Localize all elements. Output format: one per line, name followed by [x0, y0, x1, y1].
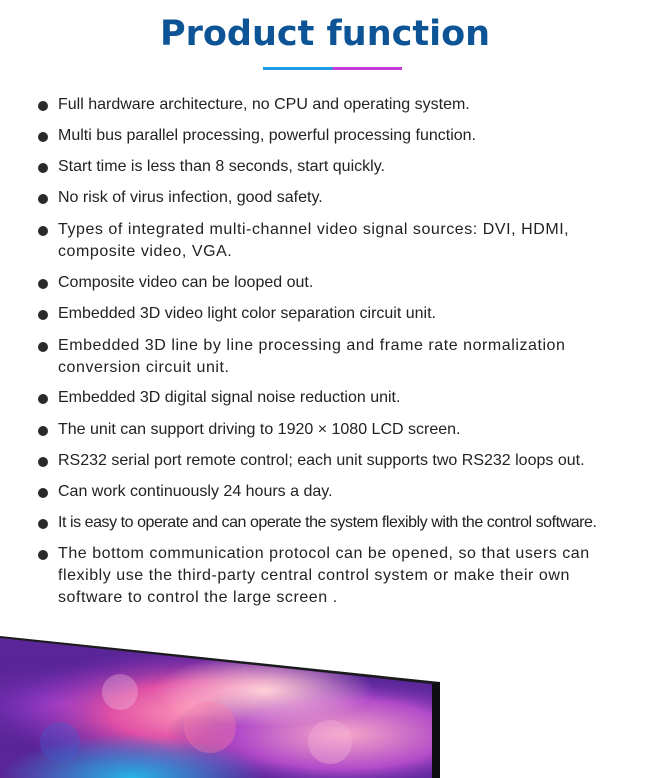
bullet-icon — [38, 163, 48, 173]
feature-text: Embedded 3D line by line processing and frame rate normalization conversion circuit unit. — [58, 337, 566, 376]
feature-text: Start time is less than 8 seconds, start quickly. — [58, 158, 385, 175]
bullet-icon — [38, 132, 48, 142]
list-item — [36, 543, 620, 609]
bullet-icon — [38, 226, 48, 236]
lcd-screen-image — [0, 632, 650, 778]
feature-text: Embedded 3D digital signal noise reduction unit. — [58, 389, 401, 406]
feature-text: RS232 serial port remote control; each unit supports two RS232 loops out. — [58, 452, 585, 469]
bullet-icon — [38, 342, 48, 352]
list-item — [36, 481, 620, 503]
title-underline — [263, 67, 402, 70]
feature-text: Composite video can be looped out. — [58, 274, 314, 291]
feature-text: It is easy to operate and can operate the system flexibly with the control software. — [58, 514, 597, 531]
list-item — [36, 387, 620, 409]
list-item — [36, 272, 620, 294]
feature-text: The unit can support driving to 1920 × 1080 LCD screen. — [58, 421, 461, 438]
bullet-icon — [38, 310, 48, 320]
page-title: Product function — [159, 14, 491, 54]
bullet-icon — [38, 519, 48, 529]
bullet-icon — [38, 457, 48, 467]
list-item — [36, 156, 620, 178]
feature-text: No risk of virus infection, good safety. — [58, 189, 323, 206]
bullet-icon — [38, 550, 48, 560]
bullet-icon — [38, 426, 48, 436]
bullet-icon — [38, 279, 48, 289]
bullet-icon — [38, 194, 48, 204]
bullet-icon — [38, 101, 48, 111]
list-item — [36, 335, 620, 379]
list-item — [36, 94, 620, 116]
feature-text: Embedded 3D video light color separation circuit unit. — [58, 305, 436, 322]
list-item — [36, 303, 620, 325]
list-item — [36, 512, 620, 534]
list-item — [36, 419, 620, 441]
feature-text: Full hardware architecture, no CPU and operating system. — [58, 96, 470, 113]
list-item — [36, 187, 620, 209]
list-item — [36, 125, 620, 147]
feature-text: Can work continuously 24 hours a day. — [58, 483, 333, 500]
feature-text: Multi bus parallel processing, powerful processing function. — [58, 127, 476, 144]
feature-text: Types of integrated multi-channel video signal sources: DVI, HDMI, composite video, VGA. — [58, 221, 570, 260]
feature-text: The bottom communication protocol can be opened, so that users can flexibly use the third-party central control system or make their own software to control the large screen . — [58, 545, 590, 606]
list-item — [36, 219, 620, 263]
bullet-icon — [38, 488, 48, 498]
list-item — [36, 450, 620, 472]
bullet-icon — [38, 394, 48, 404]
